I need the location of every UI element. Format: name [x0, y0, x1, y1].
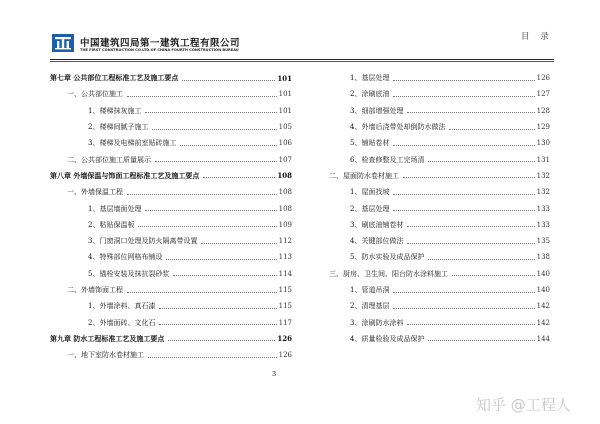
- toc-entry[interactable]: [312, 314, 550, 330]
- toc-dot-leader: [393, 194, 534, 195]
- toc-entry-page: 133: [536, 220, 550, 229]
- toc-entry-page: 108: [278, 204, 292, 213]
- toc-entry[interactable]: [312, 70, 550, 86]
- toc-entry-title: 2、楼梯间腻子施工: [88, 123, 149, 132]
- toc-entry[interactable]: [50, 103, 292, 119]
- toc-entry-page: 129: [536, 123, 550, 132]
- toc-entry[interactable]: [50, 217, 292, 233]
- toc-entry-page: 127: [536, 90, 550, 99]
- toc-entry-title: 2、粘贴保温板: [88, 220, 135, 229]
- toc-dot-leader: [145, 210, 276, 211]
- toc-entry-title: 3、涂刷防水涂料: [350, 318, 404, 327]
- toc-dot-leader: [393, 80, 534, 81]
- toc-dot-leader: [407, 226, 534, 227]
- company-name-cn: 中国建筑四局第一建筑工程有限公司: [80, 38, 241, 49]
- toc-entry-title: 3、门窗洞口处理及防火隔离带设置: [88, 237, 198, 246]
- watermark: 知乎 @工程人: [476, 396, 571, 414]
- toc-entry[interactable]: [50, 151, 292, 167]
- toc-column-left: [50, 70, 292, 363]
- toc-entry[interactable]: [50, 298, 292, 314]
- toc-entry-title: 三、厨房、卫生间、阳台防水涂料施工: [329, 269, 448, 278]
- header-rule-thin: [50, 61, 554, 62]
- toc-dot-leader: [127, 292, 277, 293]
- toc-entry[interactable]: [312, 103, 550, 119]
- toc-dot-leader: [155, 161, 277, 162]
- toc-entry-page: 117: [278, 318, 292, 327]
- toc-entry[interactable]: [50, 135, 292, 151]
- toc-entry-page: 105: [278, 123, 292, 132]
- toc-entry-page: 108: [278, 188, 292, 197]
- toc-entry-page: 133: [536, 204, 550, 213]
- toc-entry[interactable]: [312, 331, 550, 347]
- toc-entry-title: 5、铺贴卷材: [350, 139, 390, 148]
- toc-dot-leader: [393, 210, 534, 211]
- toc-entry-page: 142: [536, 302, 550, 311]
- toc-entry-title: 2、基层处理: [350, 204, 390, 213]
- toc-entry-page: 115: [278, 302, 292, 311]
- toc-entry[interactable]: [312, 86, 550, 102]
- toc-dot-leader: [393, 292, 534, 293]
- toc-entry[interactable]: [312, 168, 550, 184]
- toc-entry-page: 132: [536, 171, 550, 180]
- toc-entry[interactable]: [50, 249, 292, 265]
- toc-entry-title: 二、屋面防水卷材施工: [329, 171, 399, 180]
- toc-entry-page: 140: [536, 286, 550, 294]
- toc-entry-page: 109: [278, 220, 292, 229]
- header-rule-thick: [50, 59, 554, 60]
- toc-entry[interactable]: [50, 200, 292, 216]
- toc-entry-title: 1、屋面找坡: [350, 188, 390, 197]
- toc-entry-title: 6、检查修整及工完场清: [350, 155, 425, 164]
- toc-entry-title: 1、基层处理: [350, 74, 390, 83]
- toc-dot-leader: [452, 275, 535, 276]
- toc-entry[interactable]: [50, 70, 292, 86]
- toc-entry-page: 135: [536, 237, 550, 246]
- toc-dot-leader: [159, 324, 276, 325]
- toc-entry-title: 1、基层墙面处理: [88, 204, 142, 213]
- toc-entry-page: 101: [278, 90, 292, 99]
- toc-entry-title: 1、管道吊洞: [350, 286, 390, 294]
- toc-entry[interactable]: [312, 184, 550, 200]
- toc-dot-leader: [152, 129, 276, 130]
- toc-entry-page: 107: [278, 155, 292, 164]
- toc-entry-page: 112: [278, 237, 292, 246]
- toc-dot-leader: [166, 259, 276, 260]
- page-number: 3: [272, 370, 277, 378]
- toc-entry-page: 101: [278, 106, 292, 115]
- toc-entry[interactable]: [312, 217, 550, 233]
- toc-entry[interactable]: [50, 331, 292, 347]
- toc-entry[interactable]: [50, 168, 292, 184]
- toc-entry[interactable]: [50, 266, 292, 282]
- toc-entry-title: 3、刷底油铺卷材: [350, 220, 404, 229]
- toc-entry[interactable]: [312, 135, 550, 151]
- toc-entry-page: 130: [536, 139, 550, 148]
- toc-dot-leader: [148, 357, 277, 358]
- toc-dot-leader: [145, 112, 276, 113]
- toc-entry[interactable]: [312, 266, 550, 282]
- toc-dot-leader: [393, 96, 534, 97]
- toc-dot-leader: [168, 340, 275, 341]
- toc-column-right: [312, 70, 550, 347]
- toc-dot-leader: [428, 340, 534, 341]
- toc-entry-page: 142: [536, 318, 550, 327]
- toc-dot-leader: [428, 259, 534, 260]
- toc-entry-page: 140: [536, 269, 550, 278]
- toc-dot-leader: [180, 145, 276, 146]
- toc-entry-title: 二、外墙饰面工程: [67, 286, 123, 294]
- toc-dot-leader: [203, 177, 275, 178]
- toc-entry-title: 4、外墙后浇带处却倒防水做法: [350, 123, 446, 132]
- toc-entry-title: 2、涂刷底油: [350, 90, 390, 99]
- toc-entry-title: 二、公共部位施工质量展示: [67, 155, 151, 164]
- toc-entry[interactable]: [312, 200, 550, 216]
- toc-entry-title: 5、锚栓安装及抹抗裂砂浆: [88, 269, 170, 278]
- toc-entry-title: 2、清理基层: [350, 302, 390, 311]
- toc-dot-leader: [173, 275, 276, 276]
- toc-entry-title: 4、特殊部位网格布铺设: [88, 253, 163, 262]
- toc-entry-page: 126: [278, 351, 292, 360]
- toc-dot-leader: [428, 161, 534, 162]
- toc-entry[interactable]: [312, 298, 550, 314]
- toc-dot-leader: [393, 308, 534, 309]
- toc-entry-title: 第九章 防水工程标准工艺及施工要点: [50, 333, 165, 343]
- toc-entry-page: 126: [277, 334, 292, 344]
- toc-entry-page: 114: [278, 269, 292, 278]
- toc-entry-page: 128: [536, 106, 550, 115]
- toc-entry[interactable]: [50, 119, 292, 135]
- toc-dot-leader: [407, 112, 534, 113]
- toc-entry-title: 4、质量检验及成品保护: [350, 334, 425, 343]
- toc-dot-leader: [127, 194, 277, 195]
- toc-dot-leader: [159, 308, 276, 309]
- toc-dot-leader: [201, 243, 276, 244]
- toc-entry-title: 1、外墙涂料、真石漆: [88, 302, 156, 311]
- toc-entry-page: 132: [536, 188, 550, 197]
- toc-dot-leader: [449, 129, 534, 130]
- toc-entry-page: 144: [536, 334, 550, 343]
- company-name-en: THE FIRST CONSTRUCTION CO.LTD.OF CHINA FOURTH CONSTRUCTION BUREAU: [80, 48, 239, 52]
- toc-dot-leader: [182, 80, 275, 81]
- page-title: 目 录: [521, 32, 553, 42]
- toc-dot-leader: [138, 226, 276, 227]
- toc-dot-leader: [407, 324, 534, 325]
- toc-dot-leader: [403, 177, 535, 178]
- toc-entry[interactable]: [50, 233, 292, 249]
- toc-entry[interactable]: [50, 282, 292, 298]
- toc-entry-page: 131: [536, 155, 550, 164]
- toc-dot-leader: [407, 243, 534, 244]
- toc-entry[interactable]: [312, 282, 550, 298]
- toc-entry[interactable]: [50, 86, 292, 102]
- toc-entry-title: 3、楼梯及电梯前室贴砖施工: [88, 139, 177, 148]
- toc-entry-page: 126: [536, 74, 550, 83]
- toc-entry[interactable]: [50, 347, 292, 363]
- toc-dot-leader: [393, 145, 534, 146]
- toc-dot-leader: [127, 96, 277, 97]
- toc-entry[interactable]: [312, 233, 550, 249]
- toc-entry-title: 第八章 外墙保温与饰面工程标准工艺及施工要点: [50, 170, 200, 180]
- toc-entry[interactable]: [312, 119, 550, 135]
- toc-entry[interactable]: [312, 151, 550, 167]
- toc-entry-page: 101: [277, 73, 292, 83]
- toc-entry-page: 113: [278, 253, 292, 262]
- toc-entry-title: 一、外墙保温工程: [67, 188, 123, 197]
- toc-entry-page: 106: [278, 139, 292, 148]
- toc-entry-title: 5、防水实验及成品保护: [350, 253, 425, 262]
- toc-entry-title: 1、楼梯抹灰施工: [88, 106, 142, 115]
- toc-entry-page: 138: [536, 253, 550, 262]
- toc-entry[interactable]: [50, 314, 292, 330]
- toc-entry-page: 108: [277, 171, 292, 181]
- toc-entry[interactable]: [50, 184, 292, 200]
- toc-entry-title: 一、公共部位施工: [67, 90, 123, 99]
- toc-entry-title: 2、外墙面砖、文化石: [88, 318, 156, 327]
- toc-entry-title: 4、关键部位做法: [350, 237, 404, 246]
- company-logo-icon: [52, 34, 74, 52]
- toc-entry-page: 115: [278, 286, 292, 294]
- toc-entry-title: 一、地下室防水卷材施工: [67, 351, 144, 360]
- toc-entry-title: 3、细部增强处理: [350, 106, 404, 115]
- toc-entry[interactable]: [312, 249, 550, 265]
- toc-entry-title: 第七章 公共部位工程标准工艺及施工要点: [50, 73, 179, 83]
